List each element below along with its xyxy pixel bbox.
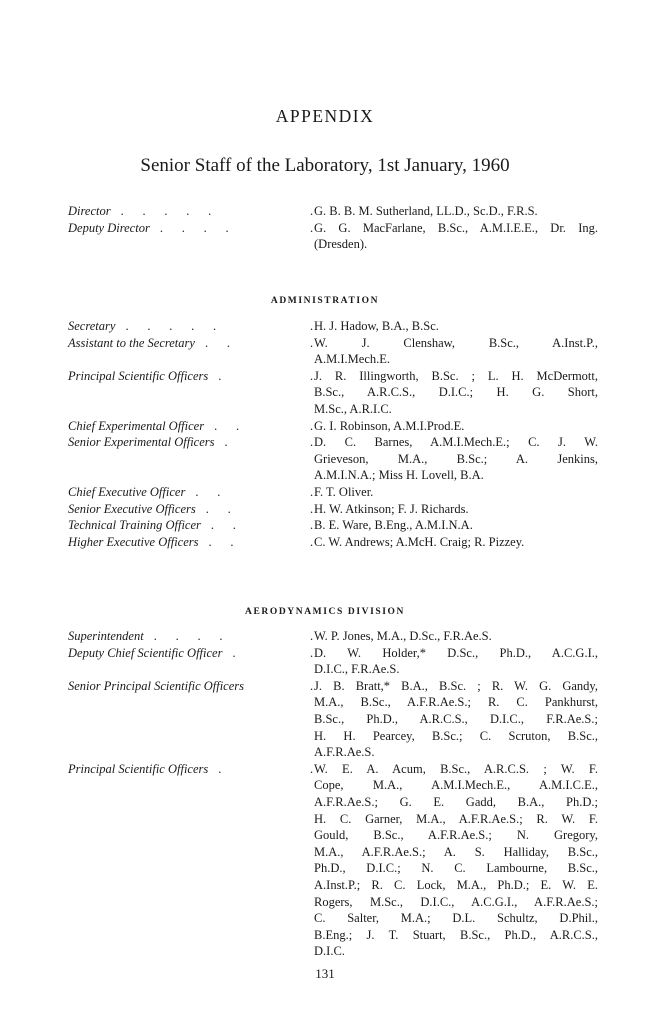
staff-role bbox=[68, 418, 310, 435]
staff-role bbox=[68, 220, 310, 253]
staff-role-text: Technical Training Officer bbox=[68, 518, 201, 533]
staff-names-line: (Dresden). bbox=[314, 237, 368, 252]
staff-names bbox=[314, 434, 598, 484]
section-heading-aerodynamics: AERODYNAMICS DIVISION bbox=[244, 607, 406, 617]
staff-role bbox=[68, 678, 310, 761]
staff-role bbox=[68, 517, 310, 534]
leader-terminal-dot: . bbox=[310, 484, 314, 499]
leader-terminal-dot: . bbox=[310, 678, 314, 693]
staff-names bbox=[314, 318, 598, 335]
staff-names-line: Ph.D., D.I.C.; N. C. Lambourne, B.Sc., bbox=[314, 861, 598, 876]
staff-role bbox=[68, 203, 310, 220]
staff-names-line: B.Eng.; J. T. Stuart, B.Sc., Ph.D., A.R.C.S., bbox=[314, 927, 598, 942]
leader-dots: . . bbox=[204, 335, 230, 350]
staff-entry bbox=[68, 761, 598, 960]
staff-names bbox=[314, 203, 598, 220]
staff-role bbox=[68, 501, 310, 518]
staff-names-line: D. C. Barnes, A.M.I.Mech.E.; C. J. W. bbox=[314, 435, 598, 450]
staff-role-text: Superintendent bbox=[68, 629, 144, 643]
leader-dots: . . bbox=[208, 534, 234, 549]
staff-names-line: W. J. Clenshaw, B.Sc., A.Inst.P., bbox=[314, 335, 598, 350]
staff-names-line: A.Inst.P.; R. C. Lock, M.A., Ph.D.; E. W. E. bbox=[314, 877, 598, 892]
staff-entry bbox=[68, 203, 598, 220]
leader-terminal-dot: . bbox=[310, 518, 314, 533]
leader-dots: . . . . bbox=[153, 629, 223, 643]
leader-dots: . . bbox=[195, 484, 221, 499]
staff-entry bbox=[68, 484, 598, 501]
staff-names-line: H. W. Atkinson; F. J. Richards. bbox=[314, 501, 469, 516]
staff-names-line: D. W. Holder,* D.Sc., Ph.D., A.C.G.I., bbox=[314, 645, 598, 660]
staff-entry bbox=[68, 220, 598, 253]
leader-terminal-dot: . bbox=[310, 335, 314, 350]
directorate-list bbox=[68, 203, 598, 253]
staff-names bbox=[314, 645, 598, 678]
staff-role bbox=[68, 484, 310, 501]
leader-dots: . bbox=[218, 368, 222, 383]
leader-dots: . . . . . bbox=[120, 204, 212, 218]
staff-names-line: Rogers, M.Sc., D.I.C., A.C.G.I., A.F.R.Ae.S.; bbox=[314, 894, 598, 909]
staff-names bbox=[314, 220, 598, 253]
staff-names-line: A.F.R.Ae.S.; G. E. Gadd, B.A., Ph.D.; bbox=[314, 794, 598, 809]
leader-terminal-dot: . bbox=[310, 220, 314, 235]
staff-role-text: Director bbox=[68, 204, 111, 218]
staff-entry bbox=[68, 368, 598, 418]
staff-role bbox=[68, 335, 310, 368]
staff-names-line: M.Sc., A.R.I.C. bbox=[314, 401, 392, 416]
staff-entry bbox=[68, 434, 598, 484]
staff-role bbox=[68, 628, 310, 645]
staff-entry bbox=[68, 534, 598, 551]
staff-names-line: H. H. Pearcey, B.Sc.; C. Scruton, B.Sc., bbox=[314, 728, 598, 743]
staff-names-line: G. I. Robinson, A.M.I.Prod.E. bbox=[314, 418, 465, 433]
staff-names-line: Grieveson, M.A., B.Sc.; A. Jenkins, bbox=[314, 451, 598, 466]
aerodynamics-list bbox=[68, 628, 598, 960]
staff-names-line: F. T. Oliver. bbox=[314, 484, 374, 499]
staff-names-line: G. G. MacFarlane, B.Sc., A.M.I.E.E., Dr. Ing. bbox=[314, 220, 598, 235]
staff-role bbox=[68, 645, 310, 678]
staff-names-line: B. E. Ware, B.Eng., A.M.I.N.A. bbox=[314, 518, 473, 533]
staff-entry bbox=[68, 628, 598, 645]
staff-names-line: G. B. B. M. Sutherland, LL.D., Sc.D., F.R.S. bbox=[314, 204, 538, 218]
administration-list bbox=[68, 318, 598, 550]
leader-dots: . . bbox=[214, 418, 240, 433]
staff-entry bbox=[68, 418, 598, 435]
staff-role-text: Secretary bbox=[68, 319, 116, 333]
staff-role-text: Chief Executive Officer bbox=[68, 484, 186, 499]
leader-dots: . . bbox=[205, 501, 231, 516]
staff-role-text: Principal Scientific Officers bbox=[68, 368, 209, 383]
staff-names-line: D.I.C. bbox=[314, 944, 345, 959]
staff-entry bbox=[68, 335, 598, 368]
leader-terminal-dot: . bbox=[310, 501, 314, 516]
staff-role-text: Deputy Director bbox=[68, 220, 150, 235]
staff-names-line: A.F.R.Ae.S. bbox=[314, 745, 375, 760]
leader-dots: . bbox=[232, 645, 236, 660]
page-title: APPENDIX bbox=[275, 106, 375, 126]
staff-names bbox=[314, 678, 598, 761]
leader-terminal-dot: . bbox=[310, 645, 314, 660]
page-number: 131 bbox=[315, 966, 335, 981]
staff-entry bbox=[68, 678, 598, 761]
staff-names-line: B.Sc., A.R.C.S., D.I.C.; H. G. Short, bbox=[314, 385, 598, 400]
leader-dots: . . . . . bbox=[125, 319, 217, 333]
staff-role-text: Senior Executive Officers bbox=[68, 501, 196, 516]
staff-names bbox=[314, 335, 598, 368]
staff-role bbox=[68, 368, 310, 418]
staff-role-text: Higher Executive Officers bbox=[68, 534, 199, 549]
staff-names-line: W. E. A. Acum, B.Sc., A.R.C.S. ; W. F. bbox=[314, 761, 598, 776]
staff-names-line: H. C. Garner, M.A., A.F.R.Ae.S.; R. W. F. bbox=[314, 811, 598, 826]
staff-entry bbox=[68, 318, 598, 335]
leader-terminal-dot: . bbox=[310, 204, 314, 218]
leader-terminal-dot: . bbox=[310, 418, 314, 433]
staff-role-text: Principal Scientific Officers bbox=[68, 761, 209, 776]
staff-names-line: J. B. Bratt,* B.A., B.Sc. ; R. W. G. Gandy, bbox=[314, 678, 598, 693]
staff-names bbox=[314, 534, 598, 551]
leader-dots: . . . . bbox=[159, 220, 229, 235]
section-heading-administration: ADMINISTRATION bbox=[270, 296, 380, 306]
staff-names-line: M.A., A.F.R.Ae.S.; A. S. Halliday, B.Sc., bbox=[314, 844, 598, 859]
leader-terminal-dot: . bbox=[310, 534, 314, 549]
staff-names bbox=[314, 368, 598, 418]
staff-role-text: Chief Experimental Officer bbox=[68, 418, 205, 433]
staff-names bbox=[314, 628, 598, 645]
staff-names bbox=[314, 484, 598, 501]
leader-dots: . bbox=[224, 435, 228, 450]
staff-names bbox=[314, 517, 598, 534]
staff-role-text: Assistant to the Secretary bbox=[68, 335, 195, 350]
staff-names-line: A.M.I.N.A.; Miss H. Lovell, B.A. bbox=[314, 468, 484, 483]
staff-names bbox=[314, 501, 598, 518]
staff-role bbox=[68, 318, 310, 335]
staff-names-line: J. R. Illingworth, B.Sc. ; L. H. McDermott, bbox=[314, 368, 598, 383]
staff-names-line: Gould, B.Sc., A.F.R.Ae.S.; N. Gregory, bbox=[314, 828, 598, 843]
leader-dots: . bbox=[218, 761, 222, 776]
leader-terminal-dot: . bbox=[310, 319, 314, 333]
staff-entry bbox=[68, 645, 598, 678]
leader-terminal-dot: . bbox=[310, 435, 314, 450]
leader-terminal-dot: . bbox=[310, 761, 314, 776]
staff-names-line: D.I.C., F.R.Ae.S. bbox=[314, 662, 400, 677]
staff-names-line: C. W. Andrews; A.McH. Craig; R. Pizzey. bbox=[314, 534, 525, 549]
staff-names-line: M.A., B.Sc., A.F.R.Ae.S.; R. C. Pankhurst, bbox=[314, 695, 598, 710]
staff-names bbox=[314, 761, 598, 960]
staff-role-text: Senior Experimental Officers bbox=[68, 435, 215, 450]
staff-names-line: A.M.I.Mech.E. bbox=[314, 352, 391, 367]
staff-entry bbox=[68, 501, 598, 518]
staff-names-line: Cope, M.A., A.M.I.Mech.E., A.M.I.C.E., bbox=[314, 778, 598, 793]
staff-names-line: H. J. Hadow, B.A., B.Sc. bbox=[314, 319, 439, 333]
leader-terminal-dot: . bbox=[310, 629, 314, 643]
staff-names-line: C. Salter, M.A.; D.L. Schultz, D.Phil., bbox=[314, 911, 598, 926]
leader-dots: . . bbox=[210, 518, 236, 533]
staff-entry bbox=[68, 517, 598, 534]
staff-role-text: Deputy Chief Scientific Officer bbox=[68, 645, 223, 660]
staff-role bbox=[68, 761, 310, 960]
staff-role bbox=[68, 534, 310, 551]
leader-terminal-dot: . bbox=[310, 368, 314, 383]
staff-names-line: W. P. Jones, M.A., D.Sc., F.R.Ae.S. bbox=[314, 629, 492, 643]
page-subtitle: Senior Staff of the Laboratory, 1st January, 1960 bbox=[140, 155, 510, 176]
staff-role-text: Senior Principal Scientific Officers bbox=[68, 678, 245, 693]
staff-names-line: B.Sc., Ph.D., A.R.C.S., D.I.C., F.R.Ae.S.; bbox=[314, 711, 598, 726]
staff-role bbox=[68, 434, 310, 484]
staff-names bbox=[314, 418, 598, 435]
